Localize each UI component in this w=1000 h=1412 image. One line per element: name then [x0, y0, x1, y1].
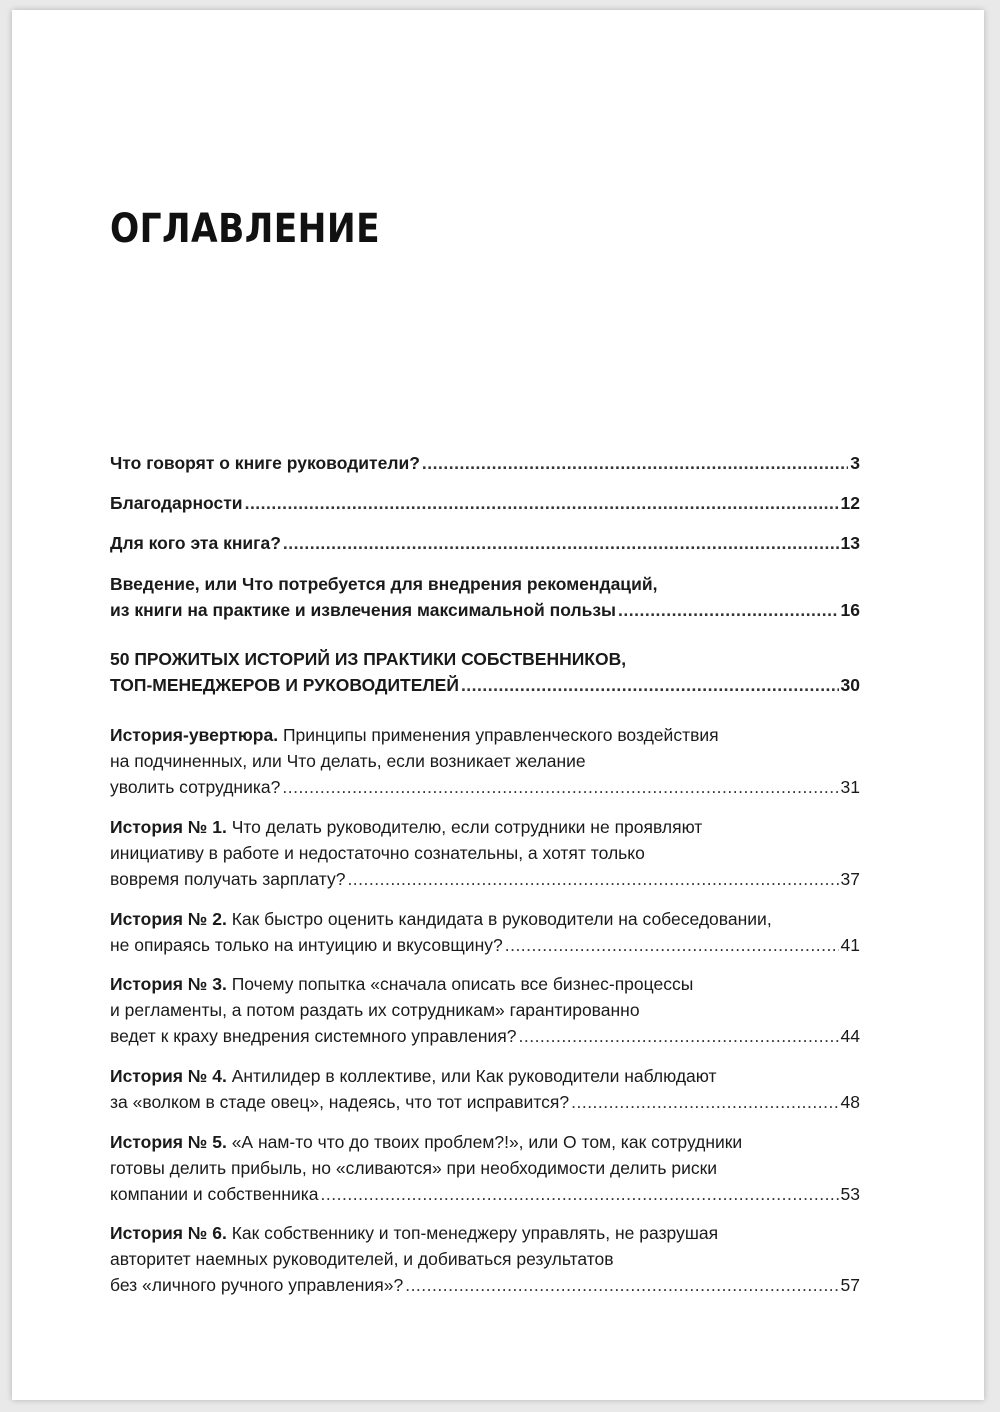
leader-dots [618, 597, 839, 623]
story-label: История № 1. [110, 817, 227, 837]
toc-entry-line: Принципы применения управленческого воздействия [278, 725, 719, 745]
story-label: История № 4. [110, 1066, 227, 1086]
toc-entry[interactable] [110, 530, 860, 556]
toc-entry-line: Почему попытка «сначала описать все бизнес-процессы [226, 974, 694, 994]
toc-entry-title: компании и собственника [110, 1184, 319, 1204]
leader-dots [518, 1023, 838, 1049]
toc-entry-line: готовы делить прибыль, но «сливаются» при необходимости делить риски [110, 1158, 718, 1178]
toc-page-number: 37 [840, 869, 860, 889]
toc-entry-title: Что говорят о книге руководители? [110, 453, 420, 473]
toc-entry-line: «А нам-то что до твоих проблем?!», или О том, как сотрудники [226, 1132, 743, 1152]
leader-dots [422, 450, 848, 476]
toc-entry[interactable] [110, 450, 860, 476]
story-label: История № 2. [110, 909, 227, 929]
toc-entry-line: и регламенты, а потом раздать их сотрудникам» гарантированно [110, 1000, 640, 1020]
toc-page-number: 16 [840, 600, 860, 620]
leader-dots [245, 490, 839, 516]
toc-entry[interactable] [110, 1063, 860, 1115]
toc-entry[interactable] [110, 1220, 860, 1298]
toc-page-number: 12 [840, 493, 860, 513]
toc-entry-title: вовремя получать зарплату? [110, 869, 346, 889]
toc-entry-title: ведет к краху внедрения системного управления? [110, 1026, 517, 1046]
toc-entry-title: из книги на практике и извлечения максимальной пользы [110, 600, 617, 620]
toc-entry-title: не опираясь только на интуицию и вкусовщину? [110, 935, 503, 955]
toc-page-number: 57 [840, 1275, 860, 1295]
leader-dots [461, 672, 839, 698]
toc-entry[interactable] [110, 722, 860, 800]
story-label: История № 3. [110, 974, 227, 994]
toc-page-number: 3 [850, 453, 860, 473]
toc-entry-title: без «личного ручного управления»? [110, 1275, 404, 1295]
toc-entry-line: Что делать руководителю, если сотрудники не проявляют [226, 817, 703, 837]
book-page [12, 10, 984, 1400]
leader-dots [282, 774, 838, 800]
toc-page-number: 48 [840, 1092, 860, 1112]
toc-entry-line: Как быстро оценить кандидата в руководители на собеседовании, [226, 909, 772, 929]
toc-page-number: 41 [840, 935, 860, 955]
toc-entry-line: авторитет наемных руководителей, и добиваться результатов [110, 1249, 614, 1269]
story-label: История-увертюра. [110, 725, 279, 745]
toc-entry[interactable] [110, 1129, 860, 1207]
toc-entry-line: Введение, или Что потребуется для внедрения рекомендаций, [110, 574, 658, 594]
leader-dots [283, 530, 839, 556]
toc-entry-line: инициативу в работе и недостаточно сознательны, а хотят только [110, 843, 645, 863]
toc-entry[interactable] [110, 814, 860, 892]
leader-dots [405, 1272, 838, 1298]
toc-entry-title: Для кого эта книга? [110, 533, 281, 553]
toc-page-number: 30 [840, 675, 860, 695]
story-label: История № 6. [110, 1223, 227, 1243]
toc-page-number: 44 [840, 1026, 860, 1046]
toc-entry-title: уволить сотрудника? [110, 777, 281, 797]
leader-dots [571, 1089, 838, 1115]
toc-page-number: 31 [840, 777, 860, 797]
toc-entry-line: Как собственнику и топ-менеджеру управлять, не разрушая [226, 1223, 719, 1243]
toc-entry-line: Антилидер в коллективе, или Как руководители наблюдают [226, 1066, 717, 1086]
toc-section-title: ТОП-МЕНЕДЖЕРОВ И РУКОВОДИТЕЛЕЙ [110, 675, 459, 695]
toc-entry[interactable] [110, 571, 860, 623]
toc-entry-title: за «волком в стаде овец», надеясь, что тот исправится? [110, 1092, 570, 1112]
toc-entry-line: на подчиненных, или Что делать, если возникает желание [110, 751, 586, 771]
toc-section-line: 50 ПРОЖИТЫХ ИСТОРИЙ ИЗ ПРАКТИКИ СОБСТВЕННИКОВ, [110, 649, 627, 669]
leader-dots [505, 932, 839, 958]
leader-dots [347, 866, 838, 892]
toc-section[interactable] [110, 646, 860, 698]
toc-entry[interactable] [110, 490, 860, 516]
toc-entry[interactable] [110, 971, 860, 1049]
page-title: ОГЛАВЛЕНИЕ [110, 206, 381, 252]
toc-page-number: 53 [840, 1184, 860, 1204]
story-label: История № 5. [110, 1132, 227, 1152]
toc-page-number: 13 [840, 533, 860, 553]
leader-dots [321, 1181, 839, 1207]
toc-entry[interactable] [110, 906, 860, 958]
toc-entry-title: Благодарности [110, 493, 243, 513]
